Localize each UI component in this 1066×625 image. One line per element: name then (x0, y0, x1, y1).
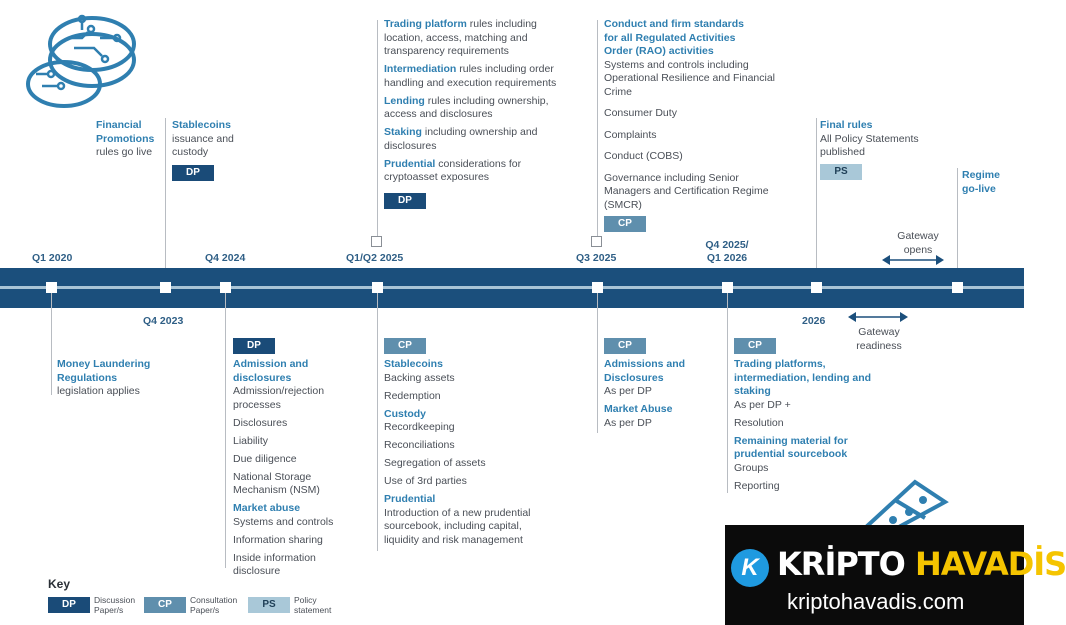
regime-go-live-title: Regime go-live (962, 169, 1000, 195)
section-line: As per DP (604, 416, 652, 429)
double-arrow-icon (882, 254, 944, 266)
timeline-node (592, 282, 603, 293)
connector-q3-bottom (597, 293, 598, 433)
section-title: Admissions and Disclosures (604, 358, 686, 384)
dp-badge: DP (384, 193, 426, 209)
double-arrow-icon (848, 311, 908, 323)
ps-badge: PS (820, 164, 862, 180)
dp-badge: DP (233, 338, 275, 354)
section-line: National Storage Mechanism (NSM) (233, 470, 320, 496)
gateway-readiness-label: Gateway readiness (856, 326, 902, 352)
timeline-node (160, 282, 171, 293)
cp-badge: CP (734, 338, 776, 354)
timeline-node (220, 282, 231, 293)
note-title: Lending (384, 94, 425, 107)
note-prudential (384, 158, 564, 185)
section-line: Backing assets (384, 371, 455, 384)
connector-q4-2024 (225, 293, 226, 568)
key-ps-label: Policy statement (294, 595, 332, 615)
connector-q1q2-top (377, 20, 378, 238)
note-staking (384, 126, 564, 153)
note-text: including ownership and disclosures (384, 126, 538, 152)
note-intermediation (384, 63, 564, 90)
note-title: Staking (384, 126, 422, 138)
stablecoins-issuance-text: issuance and custody (172, 132, 234, 158)
cp-badge: CP (604, 338, 646, 354)
key-dp-label: Discussion Paper/s (94, 595, 136, 615)
connector-final-rules (816, 118, 817, 288)
cp-badge: CP (604, 216, 646, 232)
connector-q1-2020 (51, 293, 52, 395)
dp-badge: DP (172, 165, 214, 181)
label-q3-2025: Q3 2025 (576, 252, 617, 264)
section-line: As per DP + (734, 398, 791, 411)
conduct-standards-text: Systems and controls including Operational Resilience and Financial Crime (604, 58, 776, 98)
section-line: Systems and controls (233, 515, 334, 528)
timeline-line (0, 286, 1024, 289)
conduct-standards-title: Conduct and firm standards for all Regulated Activities Order (RAO) activities (604, 18, 745, 57)
section-title: Custody (384, 407, 426, 420)
final-rules-note (820, 119, 930, 180)
section-title: Market abuse (233, 502, 301, 514)
gateway-opens-label: Gateway opens (897, 230, 939, 256)
timeline-node (46, 282, 57, 293)
section-line: Resolution (734, 416, 784, 429)
label-q1-2020: Q1 2020 (32, 252, 73, 264)
crypto-coins-icon (22, 8, 142, 112)
brand-logo-icon: K (731, 549, 769, 587)
conduct-cobs: Conduct (COBS) (604, 150, 683, 162)
note-text: rules including ownership, access and disclosures (384, 94, 549, 120)
note-trading-platform (384, 18, 564, 59)
money-laundering-title: Money Laundering Regulations (57, 358, 151, 384)
section-title: Remaining material for prudential sourcebook (734, 434, 848, 460)
timeline-node (372, 282, 383, 293)
financial-promotions-title: Financial Promotions (96, 119, 155, 145)
brand-name (777, 545, 1066, 583)
section-title: Trading platforms, intermediation, lending and staking (734, 358, 872, 397)
connector-q4-2023 (165, 118, 166, 288)
section-title: Prudential (384, 493, 436, 505)
section-line: As per DP (604, 385, 652, 397)
key-ps-badge: PS (248, 597, 290, 613)
connector-q3-top (597, 20, 598, 238)
brand-url: kriptohavadis.com (787, 589, 965, 614)
label-q1q2-2025: Q1/Q2 2025 (346, 252, 404, 264)
key-cp-label: Consultation Paper/s (190, 595, 238, 615)
brand-right: HAVADİS (914, 545, 1066, 583)
q1q2-top-notes (384, 18, 564, 209)
section-line: Use of 3rd parties (384, 475, 467, 487)
financial-promotions-text: rules go live (96, 146, 153, 158)
watermark-logo (725, 525, 1066, 625)
stablecoins-issuance-title: Stablecoins (172, 119, 231, 131)
final-rules-title: Final rules (820, 119, 873, 131)
money-laundering-text: legislation applies (57, 385, 140, 397)
section-line: Reconciliations (384, 439, 455, 451)
section-line: Groups (734, 461, 769, 474)
stablecoins-issuance-note (172, 119, 252, 181)
governance-smcr: Governance including Senior Managers and Certification Regime (SMCR) (604, 171, 769, 211)
section-line: Information sharing (233, 533, 323, 546)
note-text: considerations for cryptoasset exposures (384, 157, 522, 183)
label-q4-2024: Q4 2024 (205, 252, 246, 264)
section-title: Admission and disclosures (233, 358, 309, 384)
label-2026: 2026 (802, 315, 826, 327)
note-title: Prudential (384, 157, 436, 170)
section-line: Recordkeeping (384, 421, 455, 433)
label-q4-2023: Q4 2023 (143, 315, 184, 327)
consumer-duty: Consumer Duty (604, 107, 677, 119)
q1q2-bottom-notes (384, 338, 544, 547)
brand-left: KRİPTO (777, 545, 905, 583)
connector-q4-2025-bottom (727, 293, 728, 493)
q4-2024-notes (233, 338, 368, 583)
note-title: Intermediation (384, 63, 457, 75)
section-title: Stablecoins (384, 358, 443, 370)
cp-badge: CP (384, 338, 426, 354)
note-lending (384, 95, 564, 122)
section-line: Liability (233, 434, 269, 447)
timeline-node (952, 282, 963, 293)
connector-q1q2-bottom (377, 293, 378, 551)
complaints: Complaints (604, 128, 657, 141)
section-line: Disclosures (233, 416, 288, 429)
key-legend (48, 595, 342, 615)
money-laundering-note (57, 358, 157, 399)
key-dp-badge: DP (48, 597, 90, 613)
section-line: Segregation of assets (384, 457, 486, 469)
final-rules-text: All Policy Statements published (820, 132, 919, 158)
key-cp-badge: CP (144, 597, 186, 613)
section-title: Market Abuse (604, 403, 673, 415)
section-line: Introduction of a new prudential sourcebook, including capital, liquidity and risk management (384, 506, 531, 546)
timeline-node (722, 282, 733, 293)
financial-promotions-note (96, 119, 166, 160)
section-line: Reporting (734, 479, 780, 492)
note-title: Trading platform (384, 18, 467, 30)
milestone-marker (591, 236, 602, 247)
note-text: rules including location, access, matching and transparency requirements (384, 18, 537, 57)
q3-bottom-notes (604, 338, 714, 435)
building-blocks-icon (845, 472, 955, 528)
note-text: rules including order handling and execution requirements (384, 63, 557, 89)
section-line: Due diligence (233, 452, 297, 465)
key-title: Key (48, 577, 71, 591)
timeline-node (811, 282, 822, 293)
label-q4-2025-q1-2026: Q4 2025/ Q1 2026 (705, 239, 749, 264)
section-line: Inside information disclosure (233, 551, 316, 577)
milestone-marker (371, 236, 382, 247)
section-line: Redemption (384, 389, 441, 402)
regime-go-live-note (962, 169, 1012, 196)
section-line: Admission/rejection processes (233, 385, 325, 411)
q3-top-notes (604, 18, 786, 232)
